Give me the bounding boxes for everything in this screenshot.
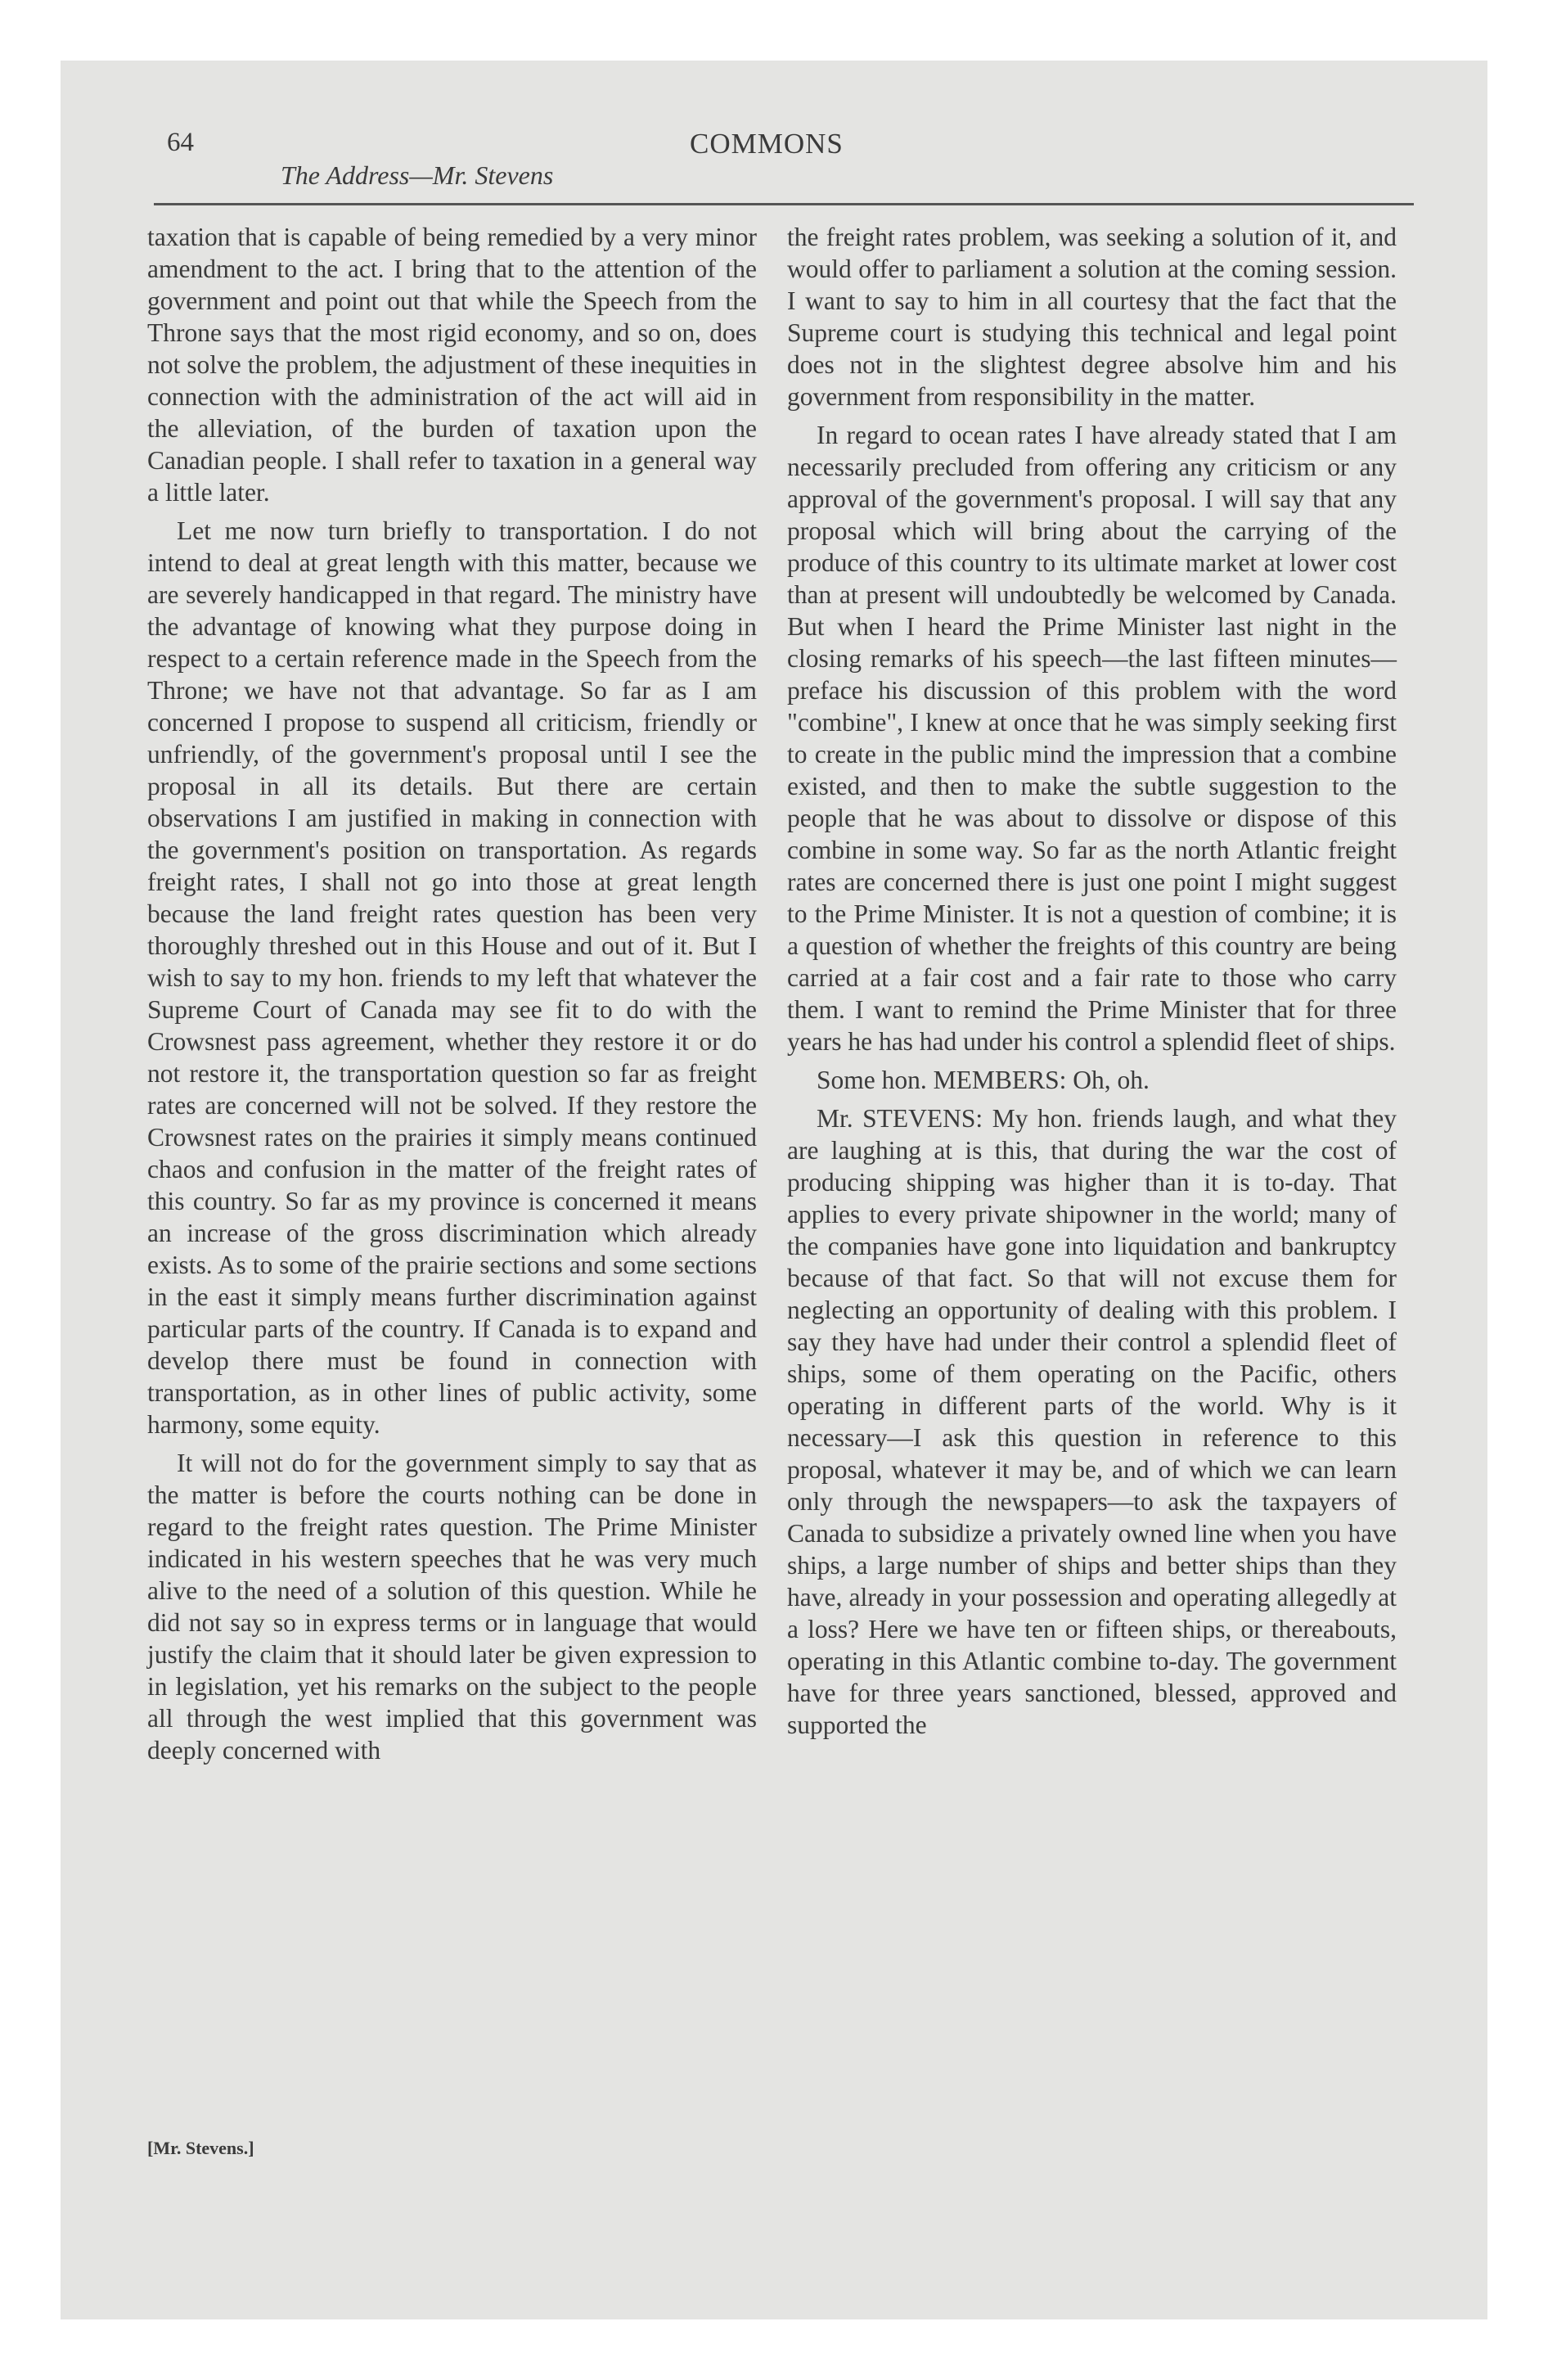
paragraph: Mr. STEVENS: My hon. friends laugh, and what they are laughing at is this, that during the war the cost of producing shipping was higher than it is to-day. That applies to every private shipowner in the world; many of the companies have gone into liquidation and bankruptcy because of that fact. So that will not excuse them for neglecting an opportunity of dealing with this problem. I say they have had under their control a splendid fleet of ships, some of them operating on the Pacific, others operating in different parts of the world. Why is it necessary—I ask this question in reference to this proposal, whatever it may be, and of which we can learn only through the newspapers—to ask the taxpayers of Canada to subsidize a privately owned line when you have ships, a large number of ships and better ships than they have, already in your possession and operating allegedly at a loss? Here we have ten or fifteen ships, or thereabouts, operating in this Atlantic combine to-day. The government have for three years sanctioned, blessed, approved and supported the (787, 1104, 1397, 1739)
section-title: COMMONS (690, 128, 844, 160)
header-rule (154, 203, 1414, 205)
paragraph: Let me now turn briefly to transportation. I do not intend to deal at great length with this matter, because we are severely handicapped in that regard. The ministry have the advantage of knowing what they purpose doing in respect to a certain reference made in the Speech from the Throne; we have not that advantage. So far as I am concerned I propose to suspend all criticism, friendly or unfriendly, of the government's proposal until I see the proposal in all its details. But there are certain observations I am justified in making in connection with the government's position on transportation. As regards freight rates, I shall not go into those at great length because the land freight rates question has been very thoroughly threshed out in this House and out of it. But I wish to say to my hon. friends to my left that whatever the Supreme Court of Canada may see fit to do with the Crowsnest pass agreement, whether they restore it or do not restore it, the transportation question so far as freight rates are concerned will not be solved. If they restore the Crowsnest rates on the prairies it simply means continued chaos and confusion in the matter of the freight rates of this country. So far as my province is concerned it means an increase of the gross discrimination which already exists. As to some of the prairie sections and some sections in the east it simply means further discrimination against particular parts of the country. If Canada is to expand and develop there must be found in connection with transportation, as in other lines of public activity, some harmony, some equity. (147, 516, 757, 1439)
paragraph: It will not do for the government simply to say that as the matter is before the courts nothing can be done in regard to the freight rates question. The Prime Minister indicated in his western speeches that he was very much alive to the need of a solution of this question. While he did not say so in express terms or in language that would justify the claim that it should later be given expression to in legislation, yet his remarks on the subject to the people all through the west implied that this government was deeply concerned with (147, 1449, 757, 1765)
page-header (154, 121, 1414, 203)
speaker-footnote: [Mr. Stevens.] (147, 2138, 254, 2158)
page-number: 64 (167, 128, 194, 157)
paragraph: the freight rates problem, was seeking a solution of it, and would offer to parliament a solution at the coming session. I want to say to him in all courtesy that the fact that the Supreme court is studying this technical and legal point does not in the slightest degree absolve him and his government from responsibility in the matter. (787, 223, 1397, 411)
left-column (147, 221, 757, 1773)
paragraph: taxation that is capable of being remedied by a very minor amendment to the act. I bring that to the attention of the government and point out that while the Speech from the Throne says that the most rigid economy, and so on, does not solve the problem, the adjustment of these inequities in connection with the administration of the act will aid in the alleviation, of the burden of taxation upon the Canadian people. I shall refer to taxation in a general way a little later. (147, 223, 757, 507)
right-column (787, 221, 1397, 1747)
paragraph: In regard to ocean rates I have already stated that I am necessarily precluded from offering any criticism or any approval of the government's proposal. I will say that any proposal which will bring about the carrying of the produce of this country to its ultimate market at lower cost than at present will undoubtedly be welcomed by Canada. But when I heard the Prime Minister last night in the closing remarks of his speech—the last fifteen minutes—preface his discussion of this problem with the word "combine", I knew at once that he was simply seeking first to create in the public mind the impression that a combine existed, and then to make the subtle suggestion to the people that he was about to dissolve or dispose of this combine in some way. So far as the north Atlantic freight rates are concerned there is just one point I might suggest to the Prime Minister. It is not a question of combine; it is a question of whether the freights of this country are being carried at a fair cost and a fair rate to those who carry them. I want to remind the Prime Minister that for three years he has had under his control a splendid fleet of ships. (787, 421, 1397, 1056)
paragraph: Some hon. MEMBERS: Oh, oh. (817, 1066, 1150, 1094)
running-title: The Address—Mr. Stevens (281, 160, 554, 190)
